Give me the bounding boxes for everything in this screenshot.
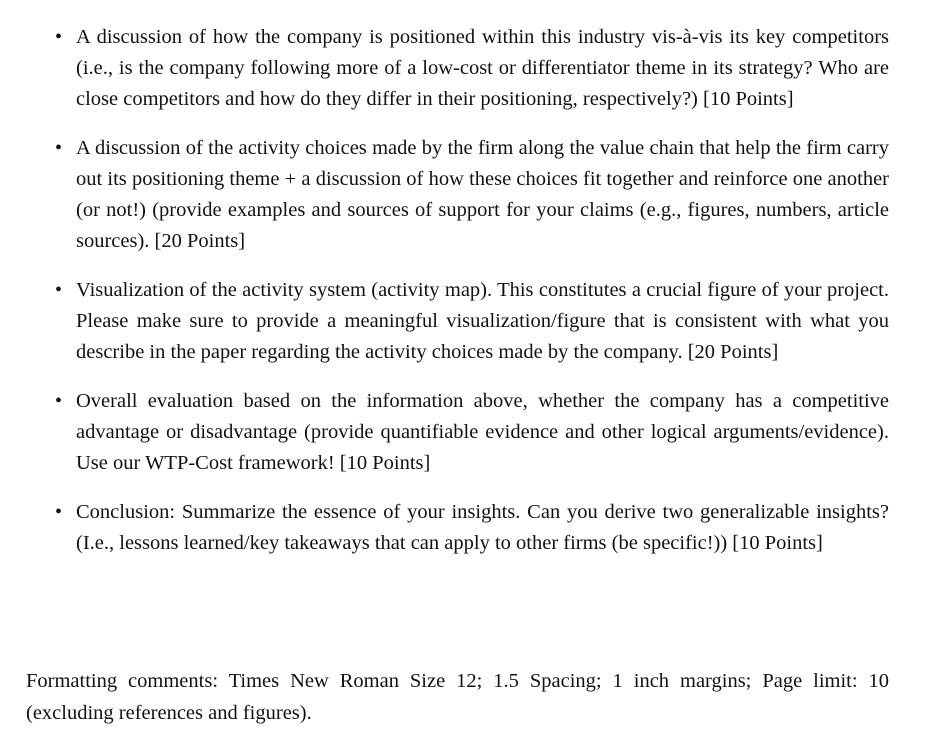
list-item-text: A discussion of how the company is positioned within this industry vis-à-vis its key competitors (i.e., is the company following more of a low-cost or differentiator theme in its strategy? Who are close competitors and how do they differ in their positioning, respectively?) [10 Points] (76, 26, 889, 110)
list-item (0, 22, 936, 115)
bullet-icon: • (55, 501, 63, 523)
list-item-text: A discussion of the activity choices made by the firm along the value chain that help the firm carry out its positioning theme + a discussion of how these choices fit together and reinforce one another (or not!) (provide examples and sources of support for your claims (e.g., figures, numbers, article sources). [20 Points] (76, 137, 889, 252)
list-item (0, 133, 936, 257)
list-item-text: Visualization of the activity system (activity map). This constitutes a crucial figure of your project. Please make sure to provide a meaningful visualization/figure that is consistent with what you describe in the paper regarding the activity choices made by the company. [20 Points] (76, 279, 889, 363)
list-item-text: Overall evaluation based on the information above, whether the company has a competitive advantage or disadvantage (provide quantifiable evidence and other logical arguments/evidence). Use our WTP-Cost framework! [10 Points] (76, 390, 889, 474)
bullet-icon: • (55, 26, 63, 48)
bullet-icon: • (55, 390, 63, 412)
list-item (0, 275, 936, 368)
formatting-comments: Formatting comments: Times New Roman Size 12; 1.5 Spacing; 1 inch margins; Page limit: 10 (excluding references and figures). (26, 670, 889, 724)
bullet-icon: • (55, 279, 63, 301)
requirements-list (0, 22, 936, 577)
list-item-text: Conclusion: Summarize the essence of your insights. Can you derive two generalizable insights? (I.e., lessons learned/key takeaways that can apply to other firms (be specific!)) [10 Points] (76, 501, 889, 554)
list-item (0, 497, 936, 559)
bullet-icon: • (55, 137, 63, 159)
list-item (0, 386, 936, 479)
